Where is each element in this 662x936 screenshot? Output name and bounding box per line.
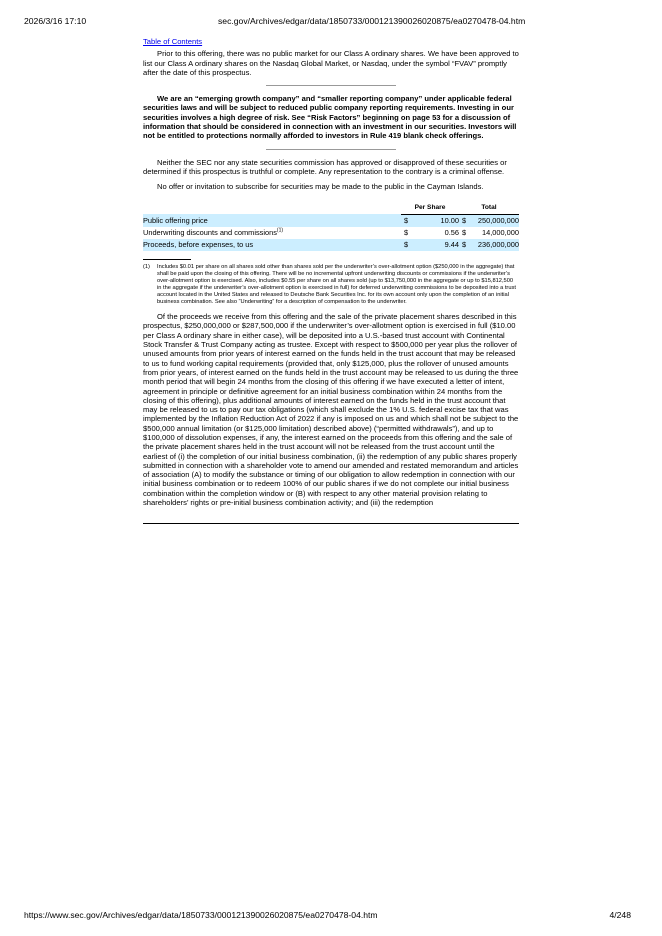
currency-symbol: $: [459, 239, 469, 251]
print-footer-url: https://www.sec.gov/Archives/edgar/data/1850733/000121390026020875/ea0270478-04.htm: [24, 910, 378, 920]
section-divider: [266, 149, 396, 150]
print-page-title: sec.gov/Archives/edgar/data/1850733/000121390026020875/ea0270478-04.htm: [218, 16, 526, 26]
currency-symbol: $: [401, 214, 411, 227]
total-value: 250,000,000: [469, 214, 519, 227]
print-page-number: 4/248: [609, 910, 631, 920]
listing-paragraph: Prior to this offering, there was no public market for our Class A ordinary shares. We have been approved to list our Class A ordinary shares on the Nasdaq Global Market, or Nasdaq, under the symbol “FVAV” promptly after the date of this prospectus.: [143, 49, 519, 77]
per-share-value: 0.56: [444, 228, 459, 238]
footnote-mark: (1): [143, 263, 150, 270]
trust-account-paragraph: Of the proceeds we receive from this offering and the sale of the private placement shares described in this prospectus, $250,000,000 or $287,500,000 if the underwriter’s over-allotment option is exercised in full ($10.00 per Class A ordinary share in either case), will be deposited into a U.S.-based trust account with Continental Stock Transfer & Trust Company acting as trustee. Except with respect to $500,000 per year plus the rollover of unused amounts from prior years of interest earned on the funds held in the trust account that may be released to us to fund working capital requirements (provided that, only $125,000, plus the rollover of unused amounts from prior years, of interest earned on the funds held in the trust account may be released to us during the three month period that will begin 24 months from the closing of this offering if we have executed a letter of intent, agreement in principle or definitive agreement for an initial business combination within 24 months from the closing of this offering), plus additional amounts of interest earned on the funds held in the trust account that may be released to us to pay our tax obligations (which shall exclude the 1% U.S. federal excise tax that was implemented by the Inflation Reduction Act of 2022 if any is imposed on us and which shall not be subject to the $500,000 annual limitation (or $125,000 limitation) described above) (“permitted withdrawals”), and up to $100,000 of dissolution expenses, if any, the interest earned on the proceeds from this offering and the sale of the private placement shares held in the trust account will not be released from the trust account until the earliest of (i) the completion of our initial business combination, (ii) the redemption of any public shares properly submitted in connection with a shareholder vote to amend our amended and restated memorandum and articles of association (A) to modify the substance or timing of our obligation to allow redemption in connection with our initial business combination or to redeem 100% of our public shares if we do not complete our initial business combination within the completion window or (B) with respect to any other material provision relating to shareholders’ rights or pre-initial business combination activity; and (iii) the redemption: [143, 312, 519, 508]
offering-table-header: [143, 202, 519, 215]
row-label: Proceeds, before expenses, to us: [143, 239, 401, 251]
table-of-contents-link[interactable]: Table of Contents: [143, 37, 203, 46]
sec-disclaimer-paragraph: Neither the SEC nor any state securities commission has approved or disapproved of these securities or determined if this prospectus is truthful or complete. Any representation to the contrary is a criminal offense.: [143, 157, 507, 176]
print-timestamp: 2026/3/16 17:10: [24, 16, 87, 26]
table-row: [143, 214, 519, 227]
offering-table: [143, 202, 519, 251]
footnote-ref: (1): [276, 227, 284, 234]
total-value: 14,000,000: [482, 228, 519, 238]
table-row: [143, 239, 519, 251]
page-bottom-rule: [143, 523, 519, 524]
cayman-paragraph: No offer or invitation to subscribe for securities may be made to the public in the Cayman Islands.: [157, 182, 484, 192]
total-value: 236,000,000: [469, 239, 519, 251]
emerging-growth-paragraph: We are an “emerging growth company” and “smaller reporting company” under applicable federal securities laws and will be subject to reduced public company reporting requirements. Investing in our securities involves a high degree of risk. See “Risk Factors” beginning on page 53 for a discussion of information that should be considered in connection with an investment in our securities. Investors will not be entitled to protections normally afforded to investors in Rule 419 blank check offerings.: [143, 94, 517, 141]
currency-symbol: $: [404, 228, 409, 238]
currency-symbol: $: [462, 228, 467, 238]
document-page: [143, 37, 519, 524]
table-row: [143, 227, 519, 239]
footnote-rule: [143, 259, 191, 260]
per-share-value: 9.44: [411, 239, 459, 251]
total-header: Total: [459, 202, 519, 215]
footnote-text: Includes $0.01 per share on all shares sold other than shares sold per the underwriter’s over-allotment option ($250,000 in the aggregate) that shall be paid upon the closing of this offering. There will be no incremental upfront underwriting discounts or commissions if the underwriter’s over-allotment option is exercised. Also, includes $0.55 per share on all shares sold (up to $13,750,000 in the aggregate or up to $15,812,500 in the aggregate if the underwriter’s over-allotment option is exercised in full) for deferred underwriting commissions to be deposited into a trust account located in the United States and released to Deutsche Bank Securities Inc. for its own account only upon the completion of an initial business combination. See also “Underwriting” for a description of compensation to the underwriter.: [157, 263, 516, 306]
currency-symbol: $: [401, 239, 411, 251]
currency-symbol: $: [459, 214, 469, 227]
per-share-header: Per Share: [401, 202, 459, 215]
footnote: [143, 264, 519, 307]
per-share-value: 10.00: [411, 214, 459, 227]
section-divider: [266, 85, 396, 86]
row-label: Underwriting discounts and commissions$^{(1)}$: [143, 227, 284, 238]
row-label: Public offering price: [143, 214, 401, 227]
